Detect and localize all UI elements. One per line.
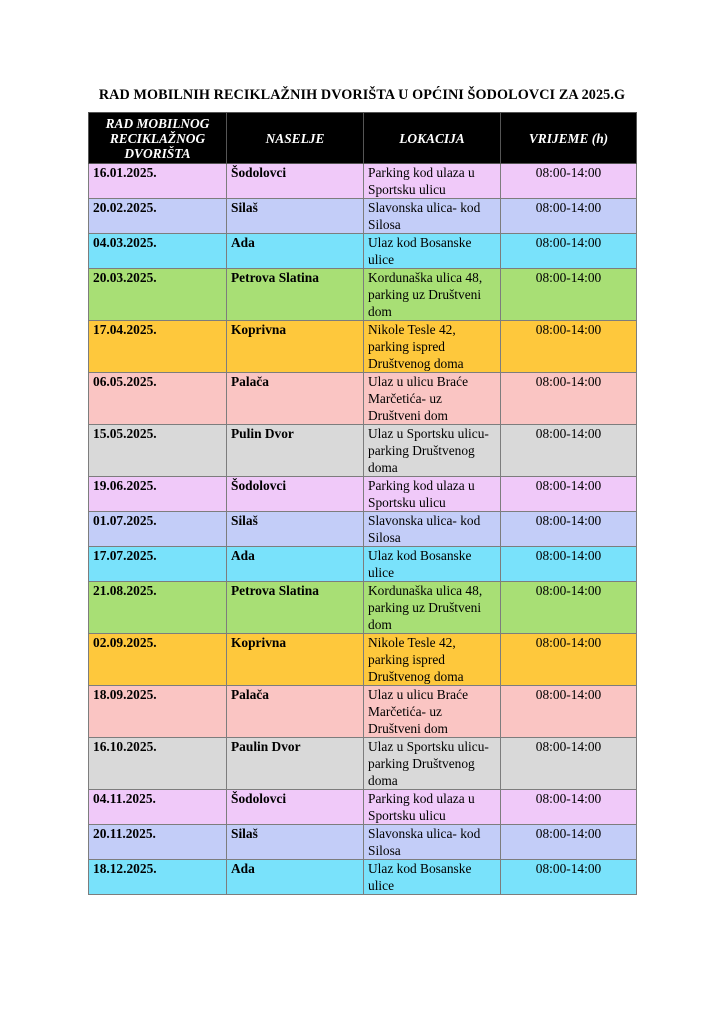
table-row [89,860,637,895]
table-row [89,738,637,790]
table-row [89,582,637,634]
settlement-cell: Pulin Dvor [227,425,364,477]
time-cell: 08:00-14:00 [501,234,637,269]
table-row [89,321,637,373]
location-cell: Nikole Tesle 42, parking ispred Društvenog doma [364,321,501,373]
location-cell: Slavonska ulica- kod Silosa [364,512,501,547]
location-cell: Ulaz kod Bosanske ulice [364,234,501,269]
settlement-cell: Ada [227,860,364,895]
location-cell: Kordunaška ulica 48, parking uz Društveni dom [364,582,501,634]
date-cell: 16.01.2025. [89,164,227,199]
date-cell: 17.07.2025. [89,547,227,582]
table-row [89,512,637,547]
date-cell: 18.09.2025. [89,686,227,738]
time-cell: 08:00-14:00 [501,738,637,790]
settlement-cell: Paulin Dvor [227,738,364,790]
settlement-cell: Ada [227,547,364,582]
date-cell: 04.03.2025. [89,234,227,269]
settlement-cell: Koprivna [227,634,364,686]
time-cell: 08:00-14:00 [501,373,637,425]
settlement-cell: Koprivna [227,321,364,373]
table-row [89,373,637,425]
table-row [89,477,637,512]
time-cell: 08:00-14:00 [501,686,637,738]
settlement-cell: Ada [227,234,364,269]
time-cell: 08:00-14:00 [501,790,637,825]
table-row [89,547,637,582]
time-cell: 08:00-14:00 [501,321,637,373]
location-cell: Parking kod ulaza u Sportsku ulicu [364,477,501,512]
date-cell: 20.03.2025. [89,269,227,321]
document-title: RAD MOBILNIH RECIKLAŽNIH DVORIŠTA U OPĆINI ŠODOLOVCI ZA 2025.G [98,87,626,103]
header-location: LOKACIJA [364,113,501,164]
location-cell: Slavonska ulica- kod Silosa [364,825,501,860]
location-cell: Ulaz u ulicu Braće Marčetića- uz Društveni dom [364,686,501,738]
table-row [89,164,637,199]
table-row [89,825,637,860]
date-cell: 06.05.2025. [89,373,227,425]
location-cell: Ulaz kod Bosanske ulice [364,860,501,895]
settlement-cell: Palača [227,373,364,425]
time-cell: 08:00-14:00 [501,199,637,234]
date-cell: 17.04.2025. [89,321,227,373]
table-row [89,199,637,234]
time-cell: 08:00-14:00 [501,582,637,634]
time-cell: 08:00-14:00 [501,825,637,860]
time-cell: 08:00-14:00 [501,269,637,321]
settlement-cell: Šodolovci [227,164,364,199]
location-cell: Parking kod ulaza u Sportsku ulicu [364,790,501,825]
table-header [89,113,637,164]
settlement-cell: Petrova Slatina [227,582,364,634]
date-cell: 19.06.2025. [89,477,227,512]
date-cell: 15.05.2025. [89,425,227,477]
time-cell: 08:00-14:00 [501,634,637,686]
date-cell: 18.12.2025. [89,860,227,895]
time-cell: 08:00-14:00 [501,477,637,512]
location-cell: Kordunaška ulica 48, parking uz Društveni dom [364,269,501,321]
header-time: VRIJEME (h) [501,113,637,164]
time-cell: 08:00-14:00 [501,547,637,582]
table-row [89,790,637,825]
schedule-table [88,112,637,895]
location-cell: Nikole Tesle 42, parking ispred Društvenog doma [364,634,501,686]
time-cell: 08:00-14:00 [501,860,637,895]
location-cell: Ulaz kod Bosanske ulice [364,547,501,582]
table-row [89,634,637,686]
date-cell: 04.11.2025. [89,790,227,825]
date-cell: 20.02.2025. [89,199,227,234]
header-settlement: NASELJE [227,113,364,164]
location-cell: Ulaz u ulicu Braće Marčetića- uz Društveni dom [364,373,501,425]
table-row [89,686,637,738]
settlement-cell: Petrova Slatina [227,269,364,321]
date-cell: 02.09.2025. [89,634,227,686]
settlement-cell: Silaš [227,825,364,860]
settlement-cell: Palača [227,686,364,738]
table-row [89,425,637,477]
table-row [89,234,637,269]
location-cell: Slavonska ulica- kod Silosa [364,199,501,234]
table-row [89,269,637,321]
header-date: RAD MOBILNOG RECIKLAŽNOG DVORIŠTA [89,113,227,164]
time-cell: 08:00-14:00 [501,164,637,199]
location-cell: Ulaz u Sportsku ulicu-parking Društvenog doma [364,425,501,477]
date-cell: 21.08.2025. [89,582,227,634]
table-body [89,164,637,895]
date-cell: 20.11.2025. [89,825,227,860]
settlement-cell: Šodolovci [227,477,364,512]
settlement-cell: Šodolovci [227,790,364,825]
settlement-cell: Silaš [227,199,364,234]
header-row [89,113,637,164]
settlement-cell: Silaš [227,512,364,547]
date-cell: 16.10.2025. [89,738,227,790]
date-cell: 01.07.2025. [89,512,227,547]
time-cell: 08:00-14:00 [501,425,637,477]
location-cell: Ulaz u Sportsku ulicu-parking Društvenog doma [364,738,501,790]
time-cell: 08:00-14:00 [501,512,637,547]
location-cell: Parking kod ulaza u Sportsku ulicu [364,164,501,199]
